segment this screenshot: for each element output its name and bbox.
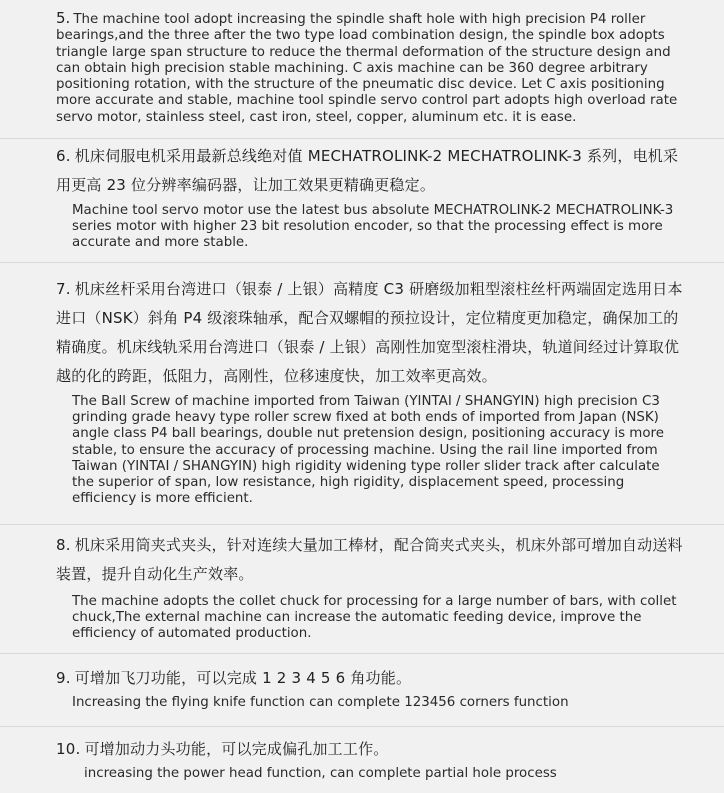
item-6-english: Machine tool servo motor use the latest bus absolute MECHATROLINK-2 MECHATROLINK-3 series motor with higher 23 bit resolution encoder, so that the processing effect is more accurate and more stable.: [72, 203, 674, 251]
item-10-chinese: 可增加动力头功能，可以完成偏孔加工工作。: [84, 740, 389, 758]
item-5-number: 5.: [56, 9, 71, 27]
item-9-chinese: 可增加飞刀功能，可以完成 1 2 3 4 5 6 角功能。: [74, 669, 412, 687]
item-8-chinese: 机床采用筒夹式夹头，针对连续大量加工棒材，配合筒夹式夹头，机床外部可增加自动送料装置，提升自动化生产效率。: [56, 536, 683, 583]
item-9: [56, 664, 684, 711]
item-10-chinese-block: [56, 735, 684, 764]
item-9-english: Increasing the flying knife function can complete 123456 corners function: [72, 695, 569, 710]
separator: [0, 524, 724, 525]
item-10: [56, 735, 684, 782]
item-8-number: 8.: [56, 536, 71, 554]
item-7-chinese-block: [56, 275, 684, 391]
item-10-english: increasing the power head function, can complete partial hole process: [84, 766, 557, 781]
item-7: [56, 275, 684, 507]
item-5: [56, 10, 684, 126]
item-8-chinese-block: [56, 531, 684, 589]
item-10-number: 10.: [56, 740, 81, 758]
item-7-chinese: 机床丝杆采用台湾进口（银泰 / 上银）高精度 C3 研磨级加粗型滚柱丝杆两端固定选用日本进口（NSK）斜角 P4 级滚珠轴承，配合双螺帽的预拉设计，定位精度更加稳定，确保加工的精确度。机床线轨采用台湾进口（银泰 / 上银）高刚性加宽型滚柱滑块，轨道间经过计算取优越的化的跨距，低阻力，高刚性，位移速度快，加工效率更高效。: [56, 280, 683, 385]
item-9-number: 9.: [56, 669, 71, 687]
item-8: [56, 531, 684, 643]
separator: [0, 262, 724, 263]
item-7-number: 7.: [56, 280, 71, 298]
item-6-chinese: 机床伺服电机采用最新总线绝对值 MECHATROLINK-2 MECHATROLINK-3 系列，电机采用更高 23 位分辨率编码器，让加工效果更精确更稳定。: [56, 147, 679, 194]
separator: [0, 138, 724, 139]
item-9-chinese-block: [56, 664, 684, 693]
item-6-number: 6.: [56, 147, 71, 165]
item-6: [56, 142, 684, 252]
separator: [0, 726, 724, 727]
item-8-english: The machine adopts the collet chuck for processing for a large number of bars, with collet chuck,The external machine can increase the automatic feeding device, improve the efficiency of automated production.: [72, 594, 677, 642]
item-5-english: The machine tool adopt increasing the spindle shaft hole with high precision P4 roller bearings,and the three after the two type load combination design, the spindle box adopts triangle large span structure to reduce the thermal deformation of the structure design and can obtain high precision stable machining. C axis machine can be 360 degree arbitrary positioning rotation, with the structure of the pneumatic disc device. Let C axis positioning more accurate and stable, machine tool spindle servo control part adopts high overload rate servo motor, stainless steel, cast iron, steel, copper, aluminum etc. it is ease.: [56, 12, 678, 125]
item-5-text: [56, 10, 684, 126]
item-7-english: The Ball Screw of machine imported from Taiwan (YINTAI / SHANGYIN) high precision C3 grinding grade heavy type roller screw fixed at both ends of imported from Japan (NSK) angle class P4 ball bearings, double nut pretension design, positioning accuracy is more stable, to ensure the accuracy of processing machine. Using the rail line imported from Taiwan (YINTAI / SHANGYIN) high rigidity widening type roller slider track after calculate the superior of span, low resistance, high rigidity, displacement speed, processing efficiency is more efficient.: [72, 394, 664, 507]
separator: [0, 653, 724, 654]
item-6-chinese-block: [56, 142, 684, 200]
